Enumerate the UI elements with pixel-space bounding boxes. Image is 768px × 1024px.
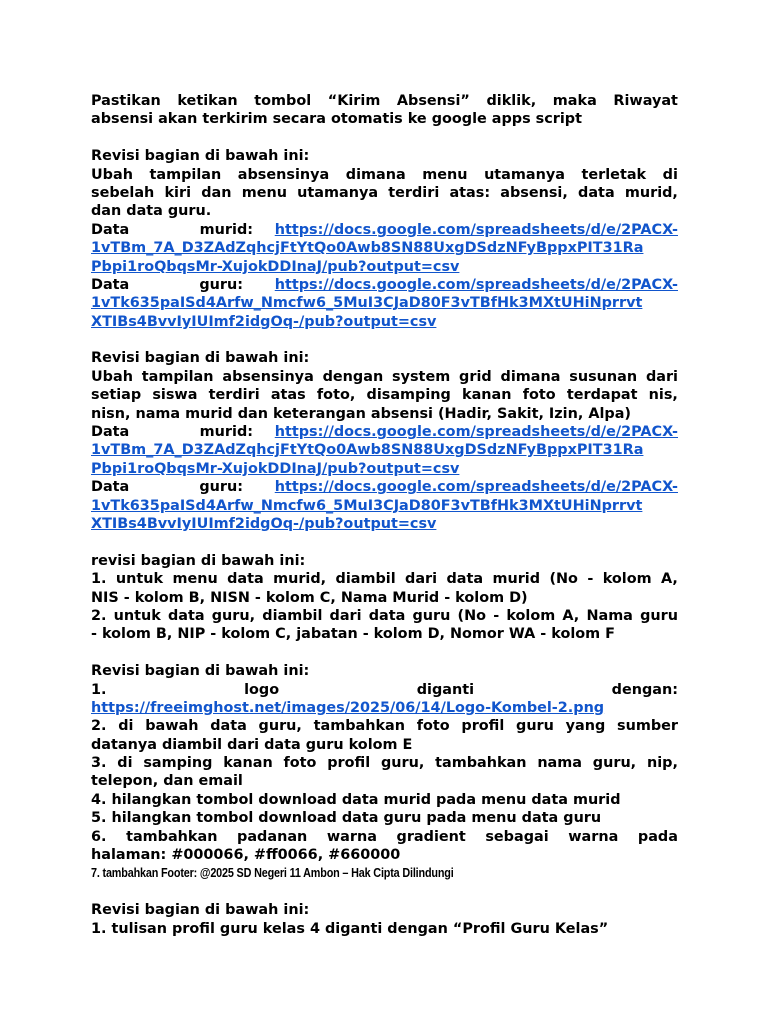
word: terdapat [566, 387, 638, 404]
word: absensinya [237, 166, 330, 183]
word: data [227, 571, 264, 588]
word: dari [405, 571, 438, 588]
word: samping [143, 755, 213, 772]
word: Ubah [91, 368, 133, 385]
word: murid, [273, 571, 327, 588]
word: (No [457, 607, 487, 624]
word: murid, [624, 184, 678, 201]
guru-link-part-1[interactable]: https://docs.google.com/spreadsheets/d/e/2PACX- [274, 276, 678, 293]
word: terletak [581, 166, 647, 183]
section2-line-1 [91, 368, 678, 386]
section4-item6-line-2-text: halaman: #000066, #ff0066, #660000 [91, 847, 401, 864]
word: utamanya [297, 184, 379, 201]
word: data [446, 571, 484, 588]
section3-heading: revisi bagian di bawah ini: [91, 552, 306, 569]
section2-heading: Revisi bagian di bawah ini: [91, 350, 310, 367]
section5-item1: 1. tulisan profil guru kelas 4 diganti dengan “Profil Guru Kelas” [91, 920, 609, 937]
section1-line-2 [91, 184, 678, 202]
word: 1. [91, 571, 107, 588]
word: tambahkan [126, 828, 218, 845]
word: A, [661, 571, 678, 588]
word: dimana [345, 166, 406, 183]
word: murid: [199, 221, 253, 238]
section4-item3-line-1 [91, 754, 678, 772]
word: yang [565, 718, 606, 735]
word: diambil [335, 571, 396, 588]
word: tampilan [141, 368, 214, 385]
word: data [578, 184, 615, 201]
word: dari [329, 607, 362, 624]
word: Data [91, 276, 130, 293]
word: disamping [366, 387, 451, 404]
section3-item2-line-2: - kolom B, NIP - kolom C, jabatan - kolom D, Nomor WA - kolom F [91, 626, 615, 643]
word: guru [412, 607, 451, 624]
spacer [91, 331, 678, 349]
intro-line-1 [91, 92, 678, 110]
word: atas: [449, 184, 491, 201]
section4-item1 [91, 681, 678, 699]
word: 1. [91, 681, 107, 698]
word: kolom [506, 607, 556, 624]
word: ketikan [177, 93, 238, 109]
word: terdiri [388, 184, 440, 201]
section3-item1-line-1 [91, 570, 678, 588]
word: siswa [152, 387, 198, 404]
guru-link-part-3[interactable]: XTIBs4BvvIyIUImf2idgOq-/pub?output=csv [91, 515, 437, 532]
section2-line-3: nisn, nama murid dan keterangan absensi (Hadir, Sakit, Izin, Alpa) [91, 405, 631, 422]
word: guru, [380, 755, 425, 772]
word: guru, [211, 607, 256, 624]
word: utamanya [484, 166, 565, 183]
word: diklik, [486, 93, 537, 109]
word: guru: [199, 479, 243, 496]
word: nip, [646, 755, 678, 772]
section2-murid-row [91, 423, 678, 441]
section4-item4: 4. hilangkan tombol download data murid pada menu data murid [91, 791, 621, 808]
section1-murid-row [91, 221, 678, 239]
word: - [493, 607, 500, 624]
word: murid [492, 571, 541, 588]
guru-link-part-2[interactable]: 1vTk635paISd4Arfw_Nmcfw6_5MuI3CJaD80F3vTBfHk3MXtUHiNprrvt [91, 497, 643, 514]
word: kanan [462, 387, 512, 404]
guru-link-part-3[interactable]: XTIBs4BvvIyIUImf2idgOq-/pub?output=csv [91, 313, 437, 330]
word: nama [537, 755, 582, 772]
word: logo [244, 681, 280, 698]
word: sebagai [485, 828, 549, 845]
murid-link-part-3[interactable]: Pbpi1roQbqsMr-XujokDDInaJ/pub?output=csv [91, 460, 460, 477]
word: dengan: [611, 681, 678, 698]
word: data [210, 718, 247, 735]
word: untuk [113, 607, 161, 624]
logo-link[interactable]: https://freeimghost.net/images/2025/06/14/Logo-Kombel-2.png [91, 699, 605, 716]
word: “Kirim [327, 93, 381, 109]
word: padanan [237, 828, 308, 845]
spacer [91, 644, 678, 662]
word: tambahkan [313, 718, 405, 735]
word: murid: [199, 424, 253, 441]
word: Absensi” [396, 93, 470, 109]
word: kolom [602, 571, 652, 588]
word: pada [637, 828, 678, 845]
section4-item7-row [91, 864, 678, 882]
word: (No [549, 571, 578, 588]
word: foto [416, 718, 450, 735]
guru-link-part-2[interactable]: 1vTk635paISd4Arfw_Nmcfw6_5MuI3CJaD80F3vTBfHk3MXtUHiNprrvt [91, 295, 643, 312]
word: untuk [115, 571, 164, 588]
word: guru [640, 607, 678, 624]
intro-line-2: absensi akan terkirim secara otomatis ke google apps script [91, 111, 582, 128]
document-page [91, 92, 678, 938]
word: 6. [91, 828, 107, 845]
word: di [662, 166, 678, 183]
spacer [91, 533, 678, 551]
section5-heading: Revisi bagian di bawah ini: [91, 902, 310, 919]
section4-item6-line-2 [91, 846, 678, 864]
section4-item2-line-1 [91, 717, 678, 735]
word: kanan [223, 755, 273, 772]
word: Data [91, 424, 130, 441]
word: Riwayat [613, 93, 678, 109]
word: guru, [592, 755, 637, 772]
guru-label [91, 478, 243, 496]
spacer [91, 129, 678, 147]
word: tampilan [149, 166, 222, 183]
word: sebelah [91, 184, 155, 201]
word: setiap [91, 387, 142, 404]
word: dengan [322, 368, 384, 385]
word: Data [91, 221, 130, 238]
murid-label [91, 423, 253, 441]
murid-link-part-1[interactable]: https://docs.google.com/spreadsheets/d/e/2PACX- [274, 424, 678, 441]
murid-link-part-3[interactable]: Pbpi1roQbqsMr-XujokDDInaJ/pub?output=csv [91, 258, 460, 275]
section1-line-1 [91, 166, 678, 184]
word: menu [172, 571, 218, 588]
word: dimana [500, 368, 561, 385]
murid-link-part-2[interactable]: 1vTBm_7A_D3ZAdZqhcjFtYtQo0Awb8SN88UxgDSdzNFyBppxPIT31Ra [91, 442, 644, 459]
word: foto, [316, 387, 356, 404]
murid-link-part-2[interactable]: 1vTBm_7A_D3ZAdZqhcjFtYtQo0Awb8SN88UxgDSdzNFyBppxPIT31Ra [91, 240, 644, 257]
word: 2. [91, 718, 107, 735]
word: Data [91, 479, 130, 496]
section1-line-3: dan data guru. [91, 203, 212, 220]
word: tambahkan [435, 755, 527, 772]
word: foto [522, 387, 556, 404]
word: data [368, 607, 406, 624]
word: tombol [254, 93, 312, 109]
word: absensi, [500, 184, 568, 201]
word: system [392, 368, 451, 385]
word: - [587, 571, 594, 588]
word: profil [461, 718, 505, 735]
word: guru [516, 718, 554, 735]
word: gradient [396, 828, 466, 845]
word: profil [327, 755, 371, 772]
word: menu [422, 166, 468, 183]
section1-heading: Revisi bagian di bawah ini: [91, 148, 310, 165]
word: bawah [145, 718, 199, 735]
word: guru, [258, 718, 302, 735]
section1-guru-row [91, 276, 678, 294]
guru-link-part-1[interactable]: https://docs.google.com/spreadsheets/d/e/2PACX- [274, 479, 678, 496]
word: guru: [199, 276, 243, 293]
word: sumber [617, 718, 678, 735]
section2-guru-row [91, 478, 678, 496]
word: foto [283, 755, 317, 772]
word: di [117, 755, 133, 772]
section4-heading: Revisi bagian di bawah ini: [91, 663, 310, 680]
word: warna [568, 828, 619, 845]
word: dan [201, 184, 232, 201]
section4-item2-line-2: datanya diambil dari data guru kolom E [91, 736, 413, 753]
word: menu [241, 184, 287, 201]
word: warna [326, 828, 377, 845]
word: diganti [416, 681, 475, 698]
section4-item5: 5. hilangkan tombol download data guru pada menu data guru [91, 810, 602, 827]
murid-label [91, 221, 253, 239]
word: diambil [262, 607, 323, 624]
word: absensinya [222, 368, 314, 385]
word: susunan [569, 368, 638, 385]
guru-label [91, 276, 243, 294]
word: A, [562, 607, 580, 624]
murid-link-part-1[interactable]: https://docs.google.com/spreadsheets/d/e/2PACX- [274, 221, 678, 238]
word: Ubah [91, 166, 133, 183]
word: 2. [91, 607, 107, 624]
word: data [167, 607, 205, 624]
word: di [118, 718, 134, 735]
section3-item1-line-2: NIS - kolom B, NISN - kolom C, Nama Murid - kolom D) [91, 589, 528, 606]
word: Pastikan [91, 93, 161, 109]
section4-item7: 7. tambahkan Footer: @2025 SD Negeri 11 Ambon – Hak Cipta Dilindungi [91, 866, 454, 881]
section4-item3-line-2: telepon, dan email [91, 773, 243, 790]
word: kiri [164, 184, 192, 201]
word: atas [270, 387, 306, 404]
section2-line-2 [91, 386, 678, 404]
word: nis, [648, 387, 678, 404]
section3-item2-line-1 [91, 607, 678, 625]
word: terdiri [208, 387, 260, 404]
word: Nama [586, 607, 633, 624]
spacer [91, 883, 678, 901]
section4-item6-line-1 [91, 828, 678, 846]
word: maka [552, 93, 597, 109]
word: dari [645, 368, 678, 385]
word: 3. [91, 755, 107, 772]
word: grid [459, 368, 492, 385]
